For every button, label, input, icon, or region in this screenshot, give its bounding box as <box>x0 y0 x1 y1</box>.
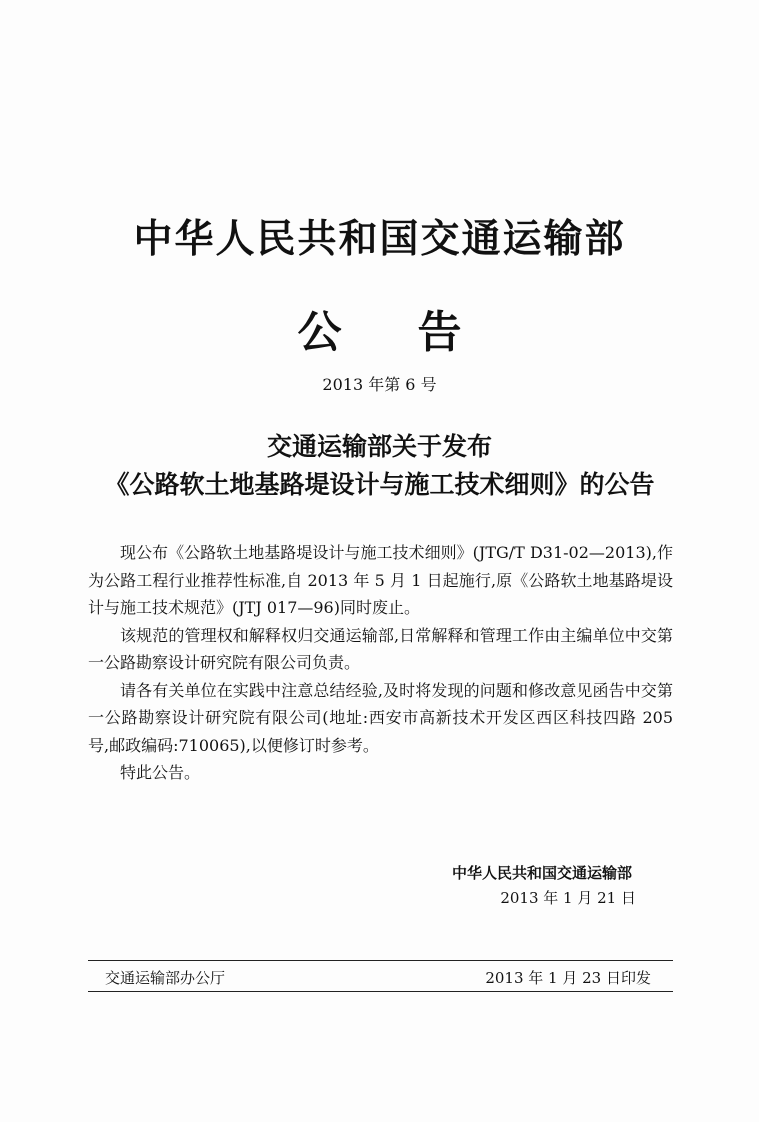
subject-line-2: 《公路软土地基路堤设计与施工技术细则》的公告 <box>104 470 655 499</box>
document-number: 2013 年第 6 号 <box>322 375 437 394</box>
document-type-char-2: 告 <box>417 307 462 358</box>
signature-date: 2013 年 1 月 21 日 <box>500 889 636 907</box>
body-paragraph: 现公布《公路软土地基路堤设计与施工技术细则》(JTG/T D31-02—2013),作为公路工程行业推荐性标准,自 2013 年 5 月 1 日起施行,原《公路软土地基路堤设计与施工技术规范》(JTJ 017—96)同时废止。 <box>88 543 673 617</box>
announcement-body <box>88 539 673 787</box>
ministry-title: 中华人民共和国交通运输部 <box>133 216 626 262</box>
document-type-char-1: 公 <box>297 307 342 358</box>
footer-top-rule <box>88 960 673 961</box>
body-paragraph: 请各有关单位在实践中注意总结经验,及时将发现的问题和修改意见函告中交第一公路勘察设计研究院有限公司(地址:西安市高新技术开发区西区科技四路 205 号,邮政编码:710065),以便修订时参考。 <box>88 680 673 755</box>
document-type-heading <box>0 296 759 360</box>
footer-bottom-rule <box>88 991 673 992</box>
body-paragraph: 该规范的管理权和解释权归交通运输部,日常解释和管理工作由主编单位中交第一公路勘察设计研究院有限公司负责。 <box>88 625 673 672</box>
footer-print-date: 2013 年 1 月 23 日印发 <box>485 969 651 987</box>
signature-issuer: 中华人民共和国交通运输部 <box>451 864 632 882</box>
body-paragraph: 特此公告。 <box>120 763 201 782</box>
subject-line-1: 交通运输部关于发布 <box>266 432 492 461</box>
footer-office: 交通运输部办公厅 <box>105 969 226 987</box>
